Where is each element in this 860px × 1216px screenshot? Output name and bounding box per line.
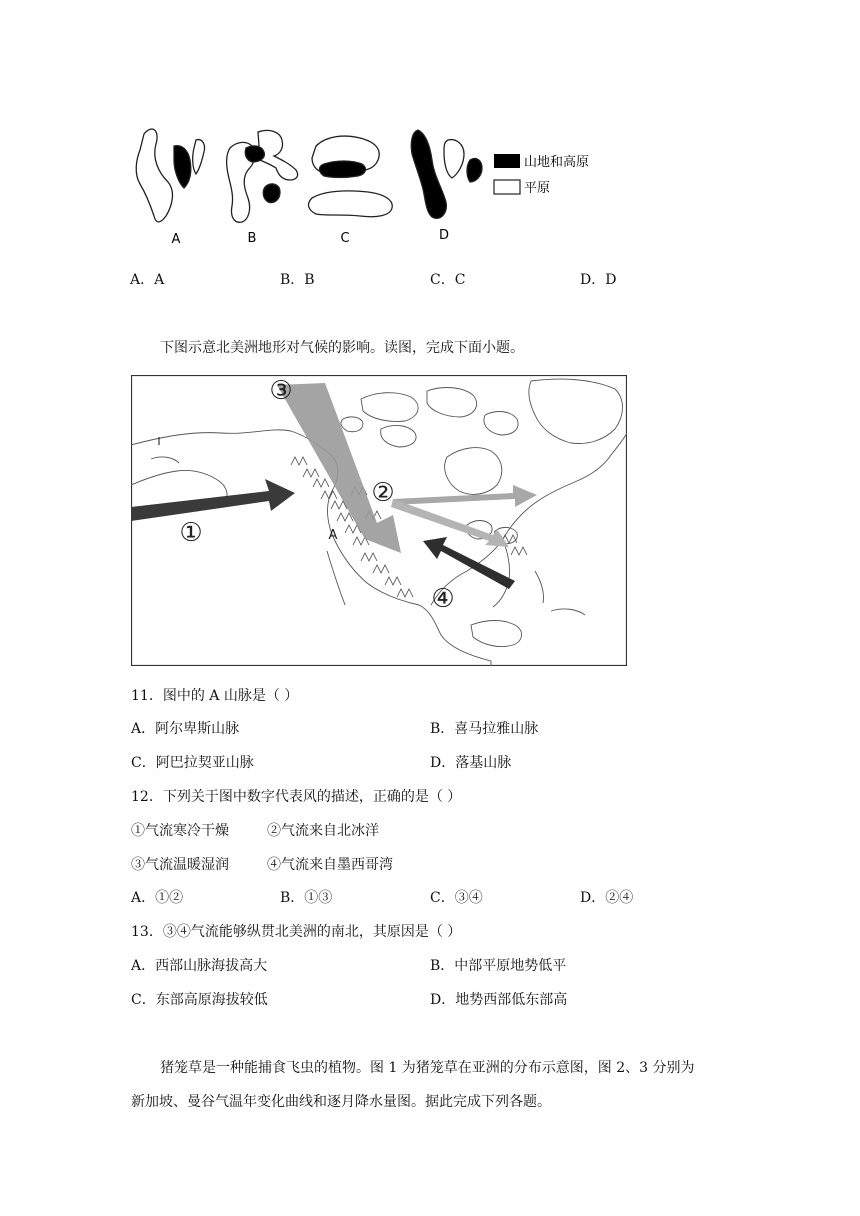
landform-sketch-c bbox=[309, 136, 393, 217]
q11-option-c: C．阿巴拉契亚山脉 bbox=[131, 755, 254, 771]
map-marker-1: ① bbox=[179, 518, 203, 548]
q10-option-c: C．C bbox=[430, 272, 466, 288]
landform-sketch-a bbox=[136, 129, 204, 222]
q10-option-a: A．A bbox=[130, 272, 165, 288]
q12-stem: 12．下列关于图中数字代表风的描述，正确的是（ ） bbox=[131, 789, 462, 805]
legend-swatch-mountain bbox=[494, 154, 520, 168]
landform-label-c: C bbox=[340, 231, 350, 246]
landform-sketch-b bbox=[227, 130, 298, 222]
q12-statement-2: ②气流来自北冰洋 bbox=[267, 823, 379, 839]
legend-label-plain: 平原 bbox=[524, 181, 551, 196]
q12-option-c: C．③④ bbox=[430, 890, 483, 906]
q13-option-d: D．地势西部低东部高 bbox=[430, 992, 568, 1008]
plant-intro-line-2: 新加坡、曼谷气温年变化曲线和逐月降水量图。据此完成下列各题。 bbox=[131, 1094, 551, 1110]
q12-option-b: B．①③ bbox=[280, 890, 333, 906]
q12-statement-1: ①气流寒冷干燥 bbox=[131, 823, 229, 839]
landform-label-a: A bbox=[171, 232, 181, 247]
landform-label-d: D bbox=[438, 228, 450, 243]
map-marker-3: ③ bbox=[269, 376, 293, 406]
q13-option-c: C．东部高原海拔较低 bbox=[131, 992, 268, 1008]
q11-option-d: D．落基山脉 bbox=[430, 755, 512, 771]
north-america-map bbox=[131, 375, 627, 666]
q12-statement-4: ④气流来自墨西哥湾 bbox=[267, 857, 393, 873]
q10-option-d: D．D bbox=[580, 272, 617, 288]
legend-label-mountain: 山地和高原 bbox=[524, 155, 590, 170]
landform-label-b: B bbox=[247, 231, 257, 246]
q10-option-b: B．B bbox=[280, 272, 315, 288]
map-small-label-i: I bbox=[157, 435, 161, 448]
q13-option-b: B．中部平原地势低平 bbox=[430, 958, 567, 974]
q13-stem: 13．③④气流能够纵贯北美洲的南北，其原因是（ ） bbox=[131, 924, 462, 940]
map-marker-4: ④ bbox=[431, 584, 455, 614]
q11-stem: 11．图中的 A 山脉是（ ） bbox=[131, 688, 299, 704]
map-intro-text: 下图示意北美洲地形对气候的影响。读图，完成下面小题。 bbox=[160, 340, 524, 356]
q11-option-b: B．喜马拉雅山脉 bbox=[430, 721, 539, 737]
q11-option-a: A．阿尔卑斯山脉 bbox=[131, 721, 240, 737]
plant-intro-line-1: 猪笼草是一种能捕食飞虫的植物。图 1 为猪笼草在亚洲的分布示意图，图 2、3 分别为 bbox=[160, 1060, 695, 1076]
q12-option-a: A．①② bbox=[131, 890, 184, 906]
q12-option-d: D．②④ bbox=[580, 890, 634, 906]
legend-swatch-plain bbox=[494, 180, 520, 194]
landform-sketch-d bbox=[411, 130, 482, 218]
map-marker-2: ② bbox=[371, 478, 395, 508]
map-mountain-label-a: A bbox=[328, 528, 338, 543]
q13-option-a: A．西部山脉海拔高大 bbox=[131, 958, 268, 974]
q12-statement-3: ③气流温暖湿润 bbox=[131, 857, 229, 873]
landform-figure bbox=[130, 120, 610, 250]
